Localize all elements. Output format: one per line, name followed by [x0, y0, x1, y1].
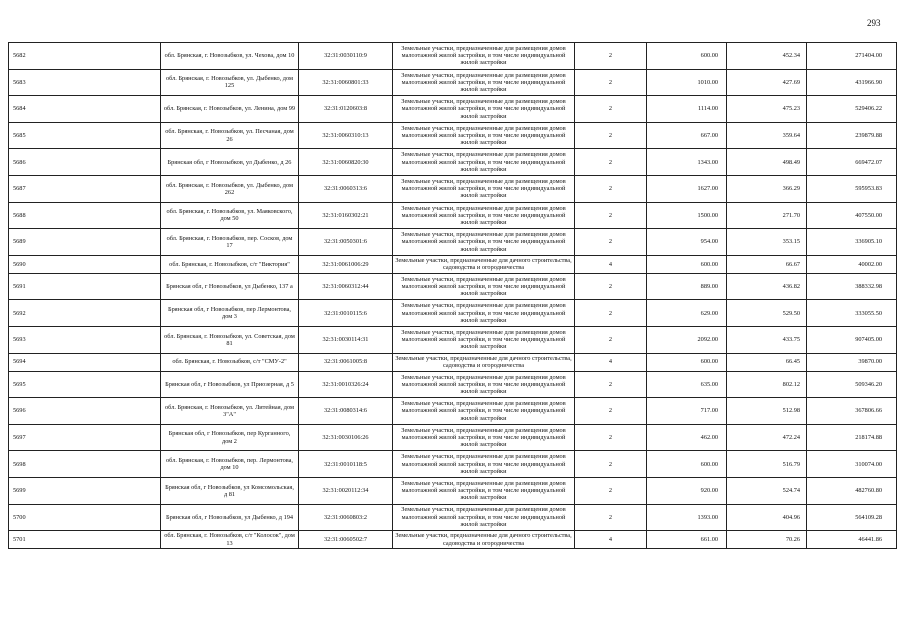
table-row: [9, 255, 897, 273]
row-number-cell: 5688: [9, 202, 161, 229]
address-cell: Брянская обл, г Новозыбков, ул Дыбенко, д 26: [161, 149, 299, 176]
cadastral-value-cell: 367806.66: [807, 398, 897, 425]
cadastral-value-cell: 333055.50: [807, 300, 897, 327]
row-number-cell: 5685: [9, 122, 161, 149]
table-row: [9, 149, 897, 176]
land-use-cell: Земельные участки, предназначенные для размещения домов малоэтажной жилой застройки, в том числе индивидуальной жилой застройки: [393, 229, 575, 256]
area-cell: 635.00: [647, 371, 727, 398]
table-row: [9, 229, 897, 256]
address-cell: Брянская обл, г Новозыбков, ул Дыбенко, д 194: [161, 504, 299, 531]
category-cell: 2: [575, 398, 647, 425]
land-use-cell: Земельные участки, предназначенные для размещения домов малоэтажной жилой застройки, в том числе индивидуальной жилой застройки: [393, 202, 575, 229]
area-cell: 661.00: [647, 531, 727, 549]
area-cell: 1627.00: [647, 175, 727, 202]
address-cell: обл. Брянская, г. Новозыбков, ул. Маяковского, дом 50: [161, 202, 299, 229]
row-number-cell: 5684: [9, 96, 161, 123]
category-cell: 2: [575, 273, 647, 300]
land-use-cell: Земельные участки, предназначенные для размещения домов малоэтажной жилой застройки, в том числе индивидуальной жилой застройки: [393, 451, 575, 478]
specific-value-cell: 452.34: [727, 43, 807, 70]
land-use-cell: Земельные участки, предназначенные для размещения домов малоэтажной жилой застройки, в том числе индивидуальной жилой застройки: [393, 149, 575, 176]
specific-value-cell: 524.74: [727, 477, 807, 504]
category-cell: 2: [575, 69, 647, 96]
table-row: [9, 202, 897, 229]
area-cell: 920.00: [647, 477, 727, 504]
category-cell: 2: [575, 477, 647, 504]
land-use-cell: Земельные участки, предназначенные для размещения домов малоэтажной жилой застройки, в том числе индивидуальной жилой застройки: [393, 398, 575, 425]
row-number-cell: 5694: [9, 353, 161, 371]
table-row: [9, 326, 897, 353]
cadastral-value-cell: 218174.88: [807, 424, 897, 451]
cadastral-value-cell: 529406.22: [807, 96, 897, 123]
area-cell: 667.00: [647, 122, 727, 149]
category-cell: 2: [575, 371, 647, 398]
area-cell: 1010.00: [647, 69, 727, 96]
land-use-cell: Земельные участки, предназначенные для размещения домов малоэтажной жилой застройки, в том числе индивидуальной жилой застройки: [393, 326, 575, 353]
address-cell: обл. Брянская, г. Новозыбков, с/т "Колосок", дом 13: [161, 531, 299, 549]
table-row: [9, 122, 897, 149]
cadastral-value-cell: 407550.00: [807, 202, 897, 229]
land-use-cell: Земельные участки, предназначенные для размещения домов малоэтажной жилой застройки, в том числе индивидуальной жилой застройки: [393, 300, 575, 327]
area-cell: 600.00: [647, 43, 727, 70]
specific-value-cell: 66.45: [727, 353, 807, 371]
row-number-cell: 5686: [9, 149, 161, 176]
area-cell: 889.00: [647, 273, 727, 300]
cadastral-value-cell: 39870.00: [807, 353, 897, 371]
category-cell: 2: [575, 96, 647, 123]
specific-value-cell: 436.82: [727, 273, 807, 300]
land-use-cell: Земельные участки, предназначенные для размещения домов малоэтажной жилой застройки, в том числе индивидуальной жилой застройки: [393, 424, 575, 451]
table-row: [9, 531, 897, 549]
specific-value-cell: 498.49: [727, 149, 807, 176]
land-use-cell: Земельные участки, предназначенные для размещения домов малоэтажной жилой застройки, в том числе индивидуальной жилой застройки: [393, 371, 575, 398]
area-cell: 629.00: [647, 300, 727, 327]
cadastral-number-cell: 32:31:0060803:2: [299, 504, 393, 531]
address-cell: обл. Брянская, г. Новозыбков, ул. Дыбенко, дом 262: [161, 175, 299, 202]
address-cell: обл. Брянская, г. Новозыбков, с/т "Виктория": [161, 255, 299, 273]
cadastral-number-cell: 32:31:0060502:7: [299, 531, 393, 549]
row-number-cell: 5695: [9, 371, 161, 398]
specific-value-cell: 366.29: [727, 175, 807, 202]
table-row: [9, 371, 897, 398]
cadastral-number-cell: 32:31:0030106:26: [299, 424, 393, 451]
cadastral-number-cell: 32:31:0030114:31: [299, 326, 393, 353]
row-number-cell: 5693: [9, 326, 161, 353]
cadastral-number-cell: 32:31:0120603:8: [299, 96, 393, 123]
address-cell: обл. Брянская, г. Новозыбков, ул. Дыбенко, дом 125: [161, 69, 299, 96]
table-row: [9, 96, 897, 123]
row-number-cell: 5696: [9, 398, 161, 425]
category-cell: 2: [575, 202, 647, 229]
cadastral-number-cell: 32:31:0061006:29: [299, 255, 393, 273]
row-number-cell: 5691: [9, 273, 161, 300]
address-cell: обл. Брянская, г. Новозыбков, ул. Ленина, дом 99: [161, 96, 299, 123]
specific-value-cell: 271.70: [727, 202, 807, 229]
address-cell: обл. Брянская, г. Новозыбков, с/т "СМУ-2": [161, 353, 299, 371]
cadastral-number-cell: 32:31:0050301:6: [299, 229, 393, 256]
address-cell: Брянская обл, г Новозыбков, ул Приозерная, д 5: [161, 371, 299, 398]
land-use-cell: Земельные участки, предназначенные для размещения домов малоэтажной жилой застройки, в том числе индивидуальной жилой застройки: [393, 69, 575, 96]
cadastral-number-cell: 32:31:0060312:44: [299, 273, 393, 300]
table-row: [9, 504, 897, 531]
land-use-cell: Земельные участки, предназначенные для размещения домов малоэтажной жилой застройки, в том числе индивидуальной жилой застройки: [393, 477, 575, 504]
area-cell: 462.00: [647, 424, 727, 451]
address-cell: обл. Брянская, г. Новозыбков, пер. Лермонтова, дом 10: [161, 451, 299, 478]
address-cell: Брянская обл, г Новозыбков, ул Комсомольская, д 81: [161, 477, 299, 504]
land-use-cell: Земельные участки, предназначенные для дачного строительства, садоводства и огородничества: [393, 531, 575, 549]
cadastral-number-cell: 32:31:0010326:24: [299, 371, 393, 398]
category-cell: 2: [575, 122, 647, 149]
row-number-cell: 5690: [9, 255, 161, 273]
table-row: [9, 273, 897, 300]
address-cell: Брянская обл, г Новозыбков, пер Курганного, дом 2: [161, 424, 299, 451]
cadastral-number-cell: 32:31:0080314:6: [299, 398, 393, 425]
table-row: [9, 477, 897, 504]
specific-value-cell: 359.64: [727, 122, 807, 149]
specific-value-cell: 475.23: [727, 96, 807, 123]
row-number-cell: 5683: [9, 69, 161, 96]
cadastral-number-cell: 32:31:0060313:6: [299, 175, 393, 202]
cadastral-value-cell: 509346.20: [807, 371, 897, 398]
category-cell: 2: [575, 149, 647, 176]
row-number-cell: 5701: [9, 531, 161, 549]
address-cell: обл. Брянская, г. Новозыбков, ул. Песчаная, дом 26: [161, 122, 299, 149]
cadastral-value-cell: 564109.28: [807, 504, 897, 531]
address-cell: обл. Брянская, г. Новозыбков, ул. Чехова, дом 10: [161, 43, 299, 70]
area-cell: 1393.00: [647, 504, 727, 531]
cadastral-value-cell: 336905.10: [807, 229, 897, 256]
address-cell: Брянская обл, г Новозыбков, ул Дыбенко, 137 а: [161, 273, 299, 300]
land-use-cell: Земельные участки, предназначенные для размещения домов малоэтажной жилой застройки, в том числе индивидуальной жилой застройки: [393, 175, 575, 202]
table-row: [9, 175, 897, 202]
cadastral-value-cell: 595953.83: [807, 175, 897, 202]
row-number-cell: 5700: [9, 504, 161, 531]
row-number-cell: 5682: [9, 43, 161, 70]
category-cell: 2: [575, 504, 647, 531]
cadastral-value-cell: 907405.00: [807, 326, 897, 353]
area-cell: 1114.00: [647, 96, 727, 123]
category-cell: 4: [575, 531, 647, 549]
land-use-cell: Земельные участки, предназначенные для размещения домов малоэтажной жилой застройки, в том числе индивидуальной жилой застройки: [393, 96, 575, 123]
land-use-cell: Земельные участки, предназначенные для размещения домов малоэтажной жилой застройки, в том числе индивидуальной жилой застройки: [393, 504, 575, 531]
category-cell: 2: [575, 175, 647, 202]
area-cell: 2092.00: [647, 326, 727, 353]
cadastral-number-cell: 32:31:0020112:34: [299, 477, 393, 504]
row-number-cell: 5687: [9, 175, 161, 202]
cadastral-value-cell: 482760.80: [807, 477, 897, 504]
land-use-cell: Земельные участки, предназначенные для размещения домов малоэтажной жилой застройки, в том числе индивидуальной жилой застройки: [393, 122, 575, 149]
specific-value-cell: 512.98: [727, 398, 807, 425]
area-cell: 1343.00: [647, 149, 727, 176]
area-cell: 600.00: [647, 353, 727, 371]
specific-value-cell: 70.26: [727, 531, 807, 549]
cadastral-value-cell: 388332.98: [807, 273, 897, 300]
category-cell: 2: [575, 424, 647, 451]
specific-value-cell: 427.69: [727, 69, 807, 96]
cadastral-value-cell: 239879.88: [807, 122, 897, 149]
page-number: 293: [867, 18, 881, 28]
category-cell: 4: [575, 255, 647, 273]
specific-value-cell: 66.67: [727, 255, 807, 273]
land-use-cell: Земельные участки, предназначенные для дачного строительства, садоводства и огородничества: [393, 255, 575, 273]
cadastral-value-cell: 40002.00: [807, 255, 897, 273]
row-number-cell: 5689: [9, 229, 161, 256]
specific-value-cell: 516.79: [727, 451, 807, 478]
row-number-cell: 5698: [9, 451, 161, 478]
cadastral-value-cell: 271404.00: [807, 43, 897, 70]
area-cell: 1500.00: [647, 202, 727, 229]
land-use-cell: Земельные участки, предназначенные для размещения домов малоэтажной жилой застройки, в том числе индивидуальной жилой застройки: [393, 43, 575, 70]
cadastral-number-cell: 32:31:0061005:8: [299, 353, 393, 371]
row-number-cell: 5692: [9, 300, 161, 327]
cadastral-number-cell: 32:31:0060801:33: [299, 69, 393, 96]
specific-value-cell: 472.24: [727, 424, 807, 451]
area-cell: 600.00: [647, 451, 727, 478]
specific-value-cell: 529.50: [727, 300, 807, 327]
cadastral-number-cell: 32:31:0060310:13: [299, 122, 393, 149]
row-number-cell: 5697: [9, 424, 161, 451]
cadastral-value-cell: 310074.00: [807, 451, 897, 478]
category-cell: 2: [575, 326, 647, 353]
area-cell: 717.00: [647, 398, 727, 425]
cadastral-value-cell: 431966.90: [807, 69, 897, 96]
cadastral-value-cell: 669472.07: [807, 149, 897, 176]
category-cell: 2: [575, 300, 647, 327]
land-use-cell: Земельные участки, предназначенные для размещения домов малоэтажной жилой застройки, в том числе индивидуальной жилой застройки: [393, 273, 575, 300]
row-number-cell: 5699: [9, 477, 161, 504]
specific-value-cell: 433.75: [727, 326, 807, 353]
specific-value-cell: 802.12: [727, 371, 807, 398]
address-cell: Брянская обл, г Новозыбков, пер Лермонтова, дом 3: [161, 300, 299, 327]
category-cell: 2: [575, 43, 647, 70]
category-cell: 2: [575, 451, 647, 478]
category-cell: 2: [575, 229, 647, 256]
cadastral-number-cell: 32:31:0060820:30: [299, 149, 393, 176]
specific-value-cell: 353.15: [727, 229, 807, 256]
table-row: [9, 43, 897, 70]
land-use-cell: Земельные участки, предназначенные для дачного строительства, садоводства и огородничества: [393, 353, 575, 371]
table-body: [9, 43, 897, 549]
table-row: [9, 300, 897, 327]
address-cell: обл. Брянская, г. Новозыбков, пер. Сосков, дом 17: [161, 229, 299, 256]
cadastral-number-cell: 32:31:0010115:6: [299, 300, 393, 327]
table-row: [9, 424, 897, 451]
table-row: [9, 69, 897, 96]
table-row: [9, 451, 897, 478]
area-cell: 954.00: [647, 229, 727, 256]
address-cell: обл. Брянская, г. Новозыбков, ул. Советская, дом 81: [161, 326, 299, 353]
cadastral-number-cell: 32:31:0030110:9: [299, 43, 393, 70]
category-cell: 4: [575, 353, 647, 371]
cadastral-value-cell: 46441.86: [807, 531, 897, 549]
specific-value-cell: 404.96: [727, 504, 807, 531]
land-registry-table: [8, 42, 897, 549]
address-cell: обл. Брянская, г. Новозыбков, ул. Литейная, дом 3"А": [161, 398, 299, 425]
table-row: [9, 398, 897, 425]
cadastral-number-cell: 32:31:0160302:21: [299, 202, 393, 229]
cadastral-number-cell: 32:31:0010118:5: [299, 451, 393, 478]
table-row: [9, 353, 897, 371]
area-cell: 600.00: [647, 255, 727, 273]
